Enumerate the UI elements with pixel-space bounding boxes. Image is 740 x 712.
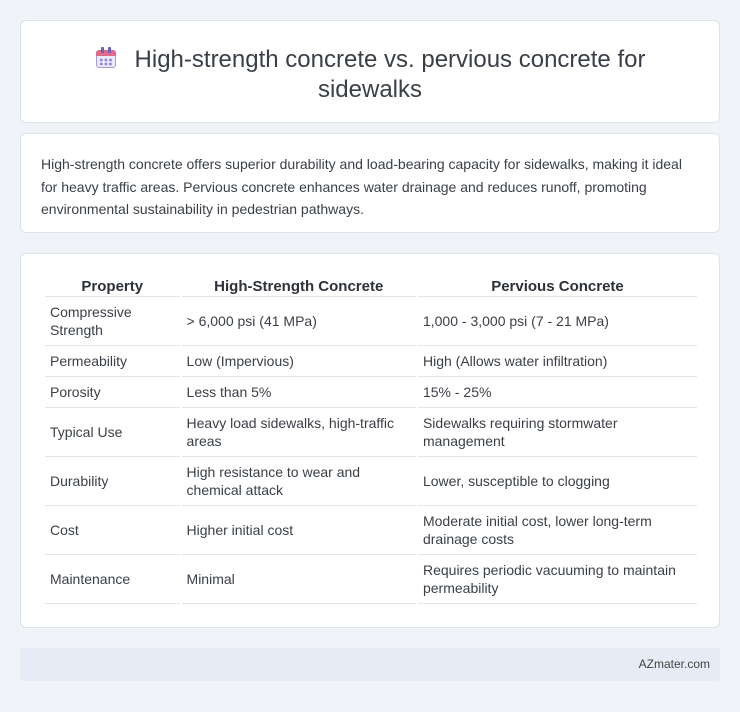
footer-bar <box>20 648 720 681</box>
footer-brand[interactable]: AZmater.com <box>638 657 710 671</box>
table-row <box>45 555 697 604</box>
property-cell: Porosity <box>45 377 180 408</box>
title-card <box>20 20 720 123</box>
high-strength-cell: Higher initial cost <box>182 506 416 555</box>
pervious-cell: Sidewalks requiring stormwater management <box>418 408 697 457</box>
table-row <box>45 346 697 377</box>
high-strength-cell: Heavy load sidewalks, high-traffic areas <box>182 408 416 457</box>
table-row <box>45 408 697 457</box>
summary-card <box>20 133 720 233</box>
high-strength-cell: High resistance to wear and chemical attack <box>182 457 416 506</box>
summary-text: High-strength concrete offers superior durability and load-bearing capacity for sidewalks, making it ideal for heavy traffic areas. Pervious concrete enhances water drainage and reduces runoff, promoting environmental sustainability in pedestrian pathways. <box>41 156 682 217</box>
page-title: High-strength concrete vs. pervious concrete for sidewalks <box>134 46 646 103</box>
pervious-cell: Moderate initial cost, lower long-term drainage costs <box>418 506 697 555</box>
property-cell: Cost <box>45 506 180 555</box>
table-row <box>45 457 697 506</box>
pervious-cell: 15% - 25% <box>418 377 697 408</box>
high-strength-cell: Less than 5% <box>182 377 416 408</box>
property-cell: Durability <box>45 457 180 506</box>
comparison-table <box>43 276 699 604</box>
property-cell: Permeability <box>45 346 180 377</box>
high-strength-cell: Low (Impervious) <box>182 346 416 377</box>
high-strength-cell: > 6,000 psi (41 MPa) <box>182 297 416 346</box>
page-title-container <box>21 45 719 105</box>
column-header-high-strength: High-Strength Concrete <box>182 276 416 297</box>
high-strength-cell: Minimal <box>182 555 416 604</box>
pervious-cell: Requires periodic vacuuming to maintain permeability <box>418 555 697 604</box>
table-row <box>45 377 697 408</box>
column-header-property: Property <box>45 276 180 297</box>
property-cell: Compressive Strength <box>45 297 180 346</box>
table-row <box>45 297 697 346</box>
table-header-row <box>45 276 697 297</box>
pervious-cell: Lower, susceptible to clogging <box>418 457 697 506</box>
pervious-cell: High (Allows water infiltration) <box>418 346 697 377</box>
pervious-cell: 1,000 - 3,000 psi (7 - 21 MPa) <box>418 297 697 346</box>
property-cell: Maintenance <box>45 555 180 604</box>
calendar-icon <box>95 47 117 69</box>
column-header-pervious: Pervious Concrete <box>418 276 697 297</box>
table-row <box>45 506 697 555</box>
comparison-card <box>20 253 720 628</box>
property-cell: Typical Use <box>45 408 180 457</box>
